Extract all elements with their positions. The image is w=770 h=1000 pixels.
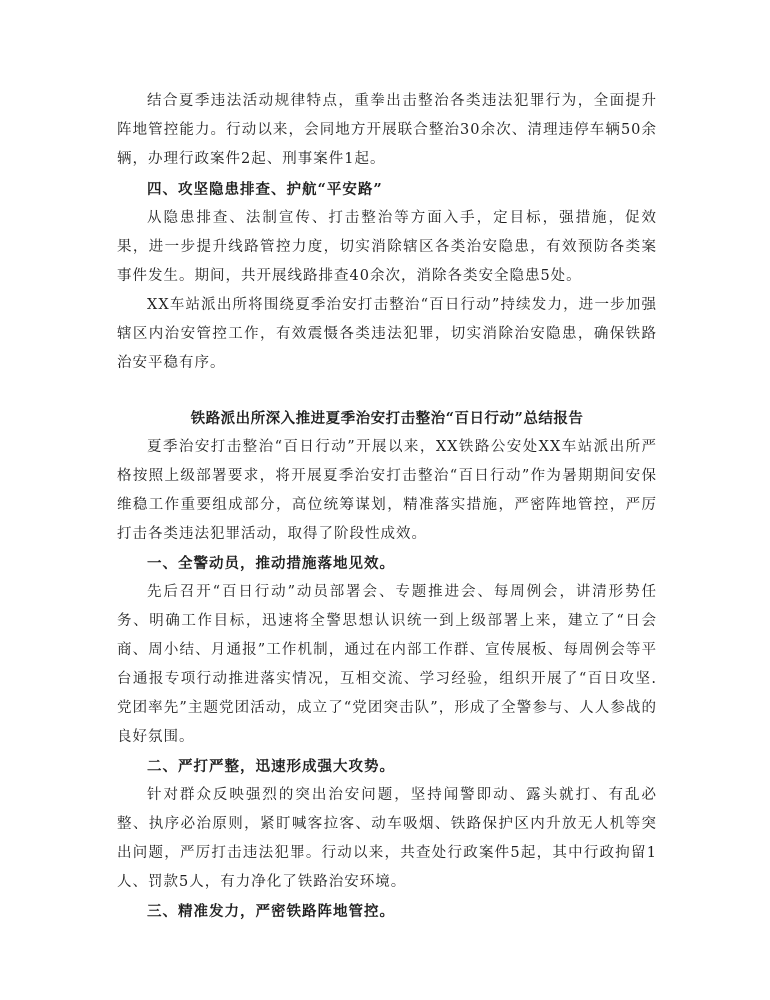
heading-strict-crackdown: 二、严打严整，迅速形成强大攻势。 (147, 758, 395, 775)
heading-hazard-inspection: 四、攻坚隐患排查、护航“平安路” (147, 181, 383, 198)
paragraph-report-intro: 夏季治安打击整治“百日行动”开展以来，XX铁路公安处XX车站派出所严格按照上级部署要求，将开展夏季治安打击整治“百日行动”作为暑期期间安保维稳工作重要组成部分，高位统筹谋划，精准落实措施，严密阵地管控，严厉打击各类违法犯罪活动，取得了阶段性成效。 (117, 439, 657, 542)
paragraph-closing: XX车站派出所将围绕夏季治安打击整治“百日行动”持续发力，进一步加强辖区内治安管控工作，有效震慑各类违法犯罪，切实消除治安隐患，确保铁路治安平稳有序。 (117, 297, 657, 371)
paragraph-hazard-inspection: 从隐患排查、法制宣传、打击整治等方面入手，定目标，强措施，促效果，进一步提升线路管控力度，切实消除辖区各类治安隐患，有效预防各类案事件发生。期间，共开展线路排查40余次，消除各类安全隐患5处。 (117, 210, 657, 284)
heading-mobilization: 一、全警动员，推动措施落地见效。 (147, 555, 395, 572)
paragraph-summary-continuation: 结合夏季违法活动规律特点，重拳出击整治各类违法犯罪行为，全面提升阵地管控能力。行动以来，会同地方开展联合整治30余次、清理违停车辆50余辆，办理行政案件2起、刑事案件1起。 (117, 93, 657, 167)
paragraph-strict-crackdown: 针对群众反映强烈的突出治安问题，坚持闻警即动、露头就打、有乱必整、执序必治原则，紧盯喊客拉客、动车吸烟、铁路保护区内升放无人机等突出问题，严厉打击违法犯罪。行动以来，共查处行政案件5起，其中行政拘留1人、罚款5人，有力净化了铁路治安环境。 (117, 787, 657, 890)
paragraph-mobilization: 先后召开“百日行动”动员部署会、专题推进会、每周例会，讲清形势任务、明确工作目标，迅速将全警思想认识统一到上级部署上来，建立了“日会商、周小结、月通报”工作机制，通过在内部工作群、宣传展板、每周例会等平台通报专项行动推进落实情况，互相交流、学习经验，组织开展了“百日攻坚.党团率先”主题党团活动，成立了“党团突击队”，形成了全警参与、人人参战的良好氛围。 (117, 584, 657, 745)
report-title: 铁路派出所深入推进夏季治安打击整治“百日行动”总结报告 (190, 410, 584, 427)
heading-precise-control: 三、精准发力，严密铁路阵地管控。 (147, 903, 395, 920)
